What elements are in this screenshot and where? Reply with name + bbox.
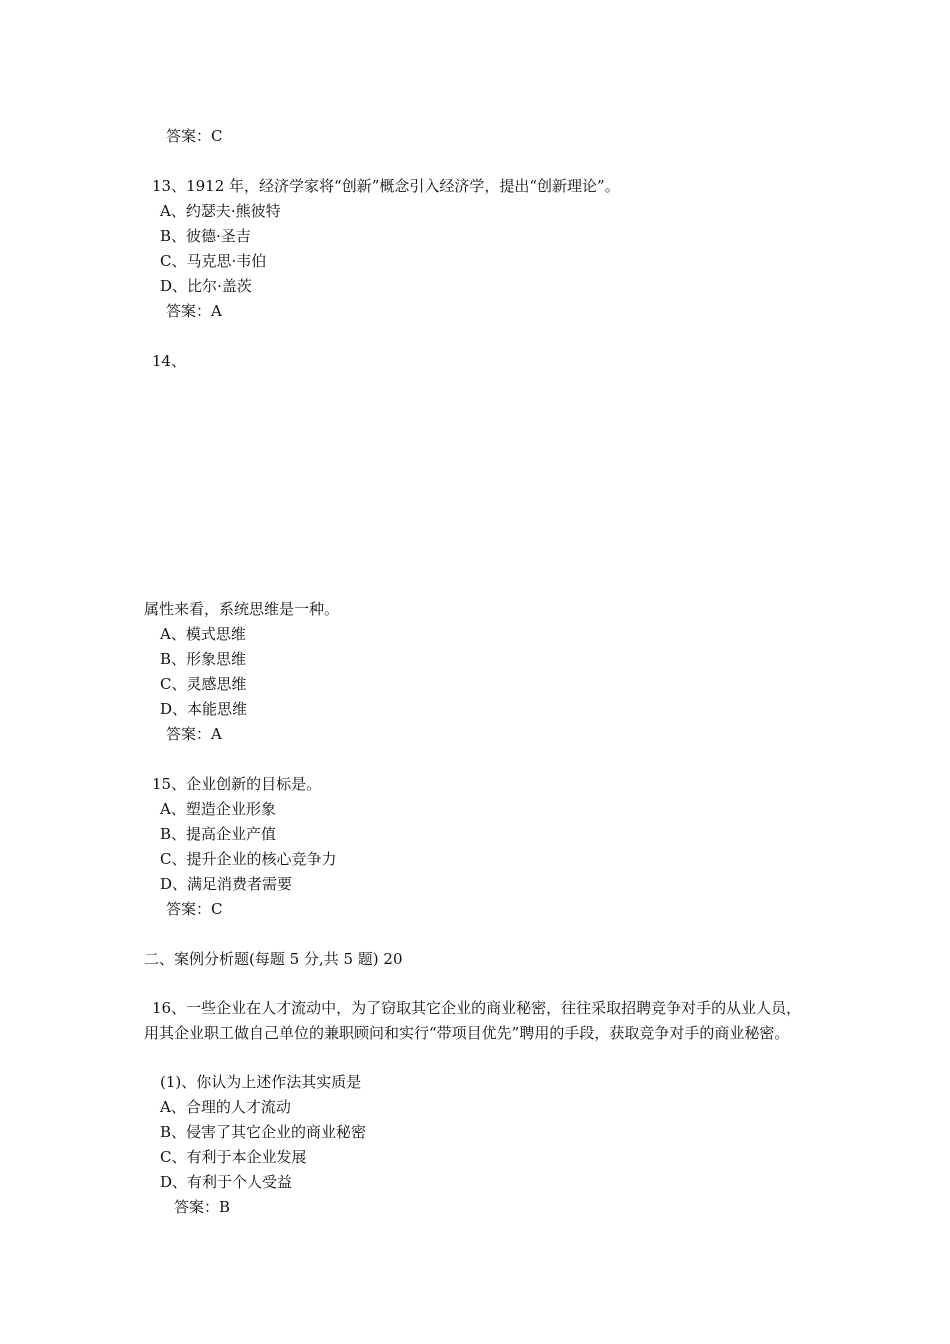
q15-answer: 答案：C (166, 900, 223, 918)
q14-option-b: B、形象思维 (160, 650, 247, 668)
q13-option-c: C、马克思·韦伯 (160, 252, 267, 270)
q14-option-a: A、模式思维 (160, 625, 246, 643)
q13-answer: 答案：A (166, 302, 222, 320)
q14-option-d: D、本能思维 (160, 700, 248, 718)
q16-sub1-option-d: D、有利于个人受益 (160, 1173, 293, 1191)
section-heading: 二、案例分析题(每题 5 分,共 5 题) 20 (144, 950, 403, 968)
q16-sub1-option-b: B、侵害了其它企业的商业秘密 (160, 1123, 367, 1141)
q15-option-d: D、满足消费者需要 (160, 875, 293, 893)
q16-stem: 16、一些企业在人才流动中，为了窃取其它企业的商业秘密，往往采取招聘竞争对手的从业人员，用其企业职工做自己单位的兼职顾问和实行“带项目优先”聘用的手段，获取竞争对手的商业秘密。 (144, 999, 802, 1042)
q14-answer: 答案：A (166, 725, 222, 743)
q12-answer: 答案：C (166, 127, 223, 145)
q16-sub1-option-a: A、合理的人才流动 (160, 1098, 291, 1116)
q13-option-d: D、比尔·盖茨 (160, 277, 252, 295)
q16-sub1-stem: (1)、你认为上述作法其实质是 (160, 1073, 362, 1091)
q14-stem-tail: 属性来看，系统思维是一种。 (144, 600, 340, 618)
q13-option-b: B、彼德·圣吉 (160, 227, 251, 245)
q13-option-a: A、约瑟夫·熊彼特 (160, 202, 281, 220)
q15-option-b: B、提高企业产值 (160, 825, 277, 843)
q15-stem: 15、企业创新的目标是。 (152, 775, 322, 793)
q15-option-a: A、塑造企业形象 (160, 800, 276, 818)
q14-number: 14、 (152, 352, 187, 370)
q16-sub1-answer: 答案：B (174, 1198, 231, 1216)
q13-stem: 13、1912 年，经济学家将“创新”概念引入经济学，提出“创新理论”。 (152, 177, 620, 195)
q15-option-c: C、提升企业的核心竞争力 (160, 850, 337, 868)
q16-sub1-option-c: C、有利于本企业发展 (160, 1148, 307, 1166)
q14-option-c: C、灵感思维 (160, 675, 247, 693)
